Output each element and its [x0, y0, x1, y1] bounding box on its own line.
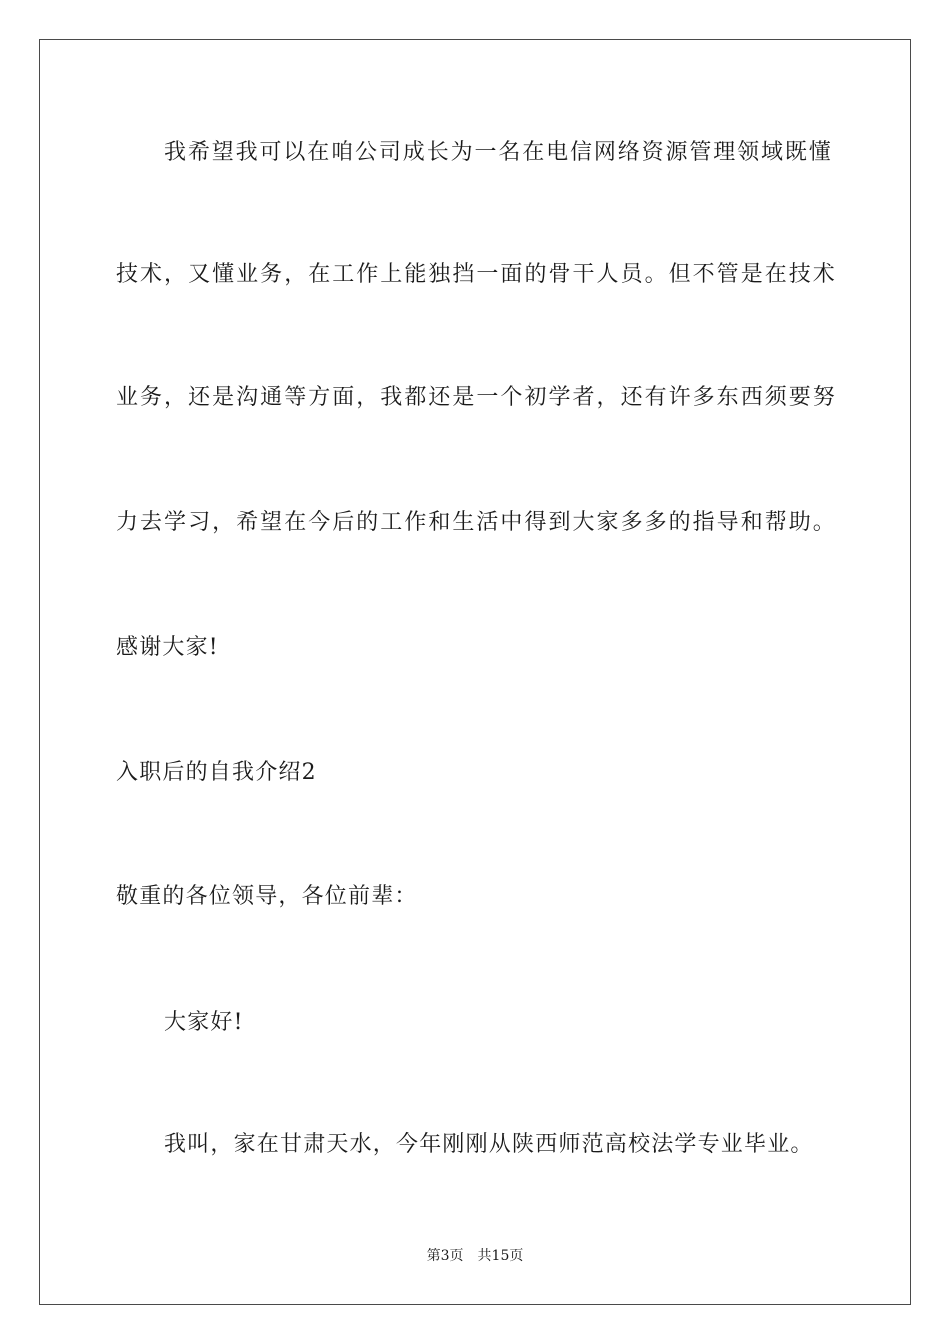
body-line-5: 感谢大家! — [116, 635, 219, 660]
body-line-4: 力去学习，希望在今后的工作和生活中得到大家多多的指导和帮助。 — [116, 510, 836, 535]
page-frame — [39, 39, 911, 1305]
section-heading: 入职后的自我介绍2 — [116, 760, 317, 785]
body-line-3: 业务，还是沟通等方面，我都还是一个初学者，还有许多东西须要努 — [116, 385, 836, 410]
salutation: 敬重的各位领导，各位前辈： — [116, 884, 418, 909]
body-line-1: 我希望我可以在咱公司成长为一名在电信网络资源管理领域既懂 — [164, 140, 832, 165]
page-footer — [0, 1247, 950, 1265]
greeting: 大家好! — [164, 1010, 244, 1035]
body-line-2: 技术，又懂业务，在工作上能独挡一面的骨干人员。但不管是在技术 — [116, 262, 836, 287]
page-number: 第3页 — [426, 1248, 464, 1264]
page-total: 共15页 — [477, 1248, 524, 1264]
body-line-9: 我叫，家在甘肃天水，今年刚刚从陕西师范高校法学专业毕业。 — [164, 1132, 814, 1157]
